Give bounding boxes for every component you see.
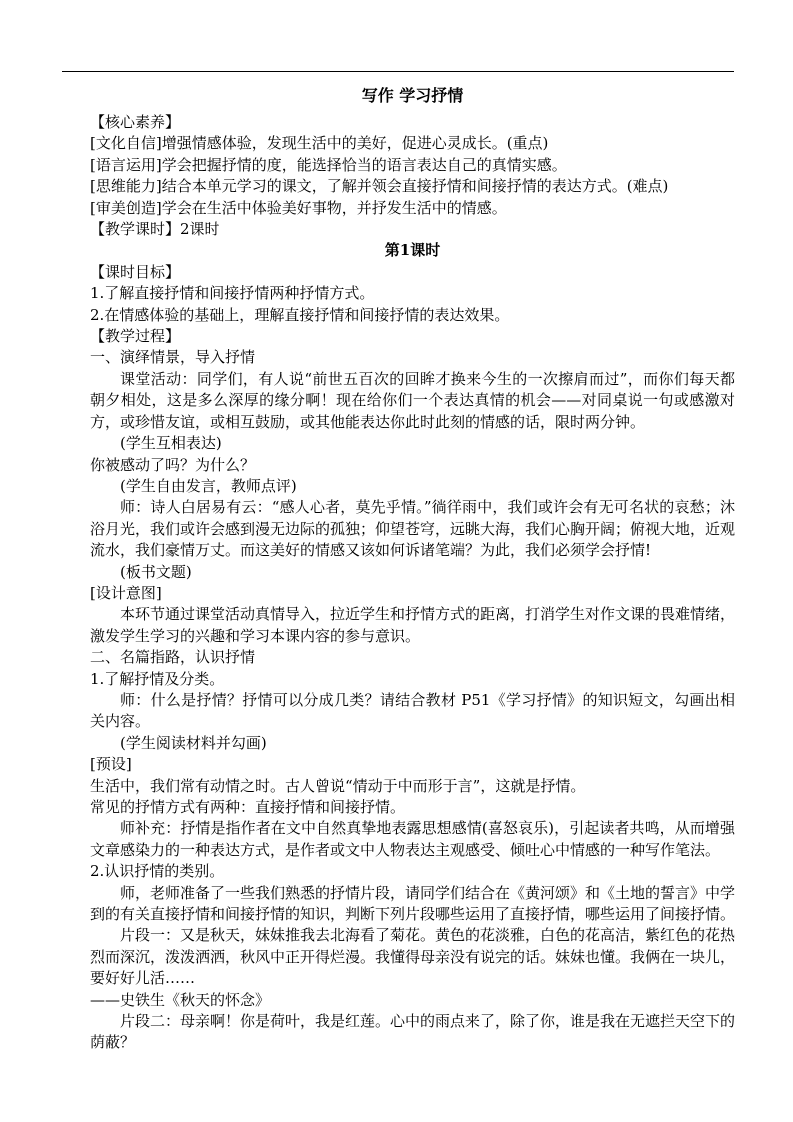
core-item-thinking: [思维能力]结合本单元学习的课文，了解并领会直接抒情和间接抒情的表达方式。(难点) <box>90 177 669 196</box>
lesson1-heading: 第1课时 <box>384 241 441 260</box>
core-item-aesthetic: [审美创造]学会在生活中体验美好事物，并抒发生活中的情感。 <box>90 198 507 217</box>
note-students-express: (学生互相表达) <box>120 434 222 453</box>
goal-item-2: 2.在情感体验的基础上，理解直接抒情和间接抒情的表达效果。 <box>90 305 510 324</box>
goals-heading: 【课时目标】 <box>90 262 181 281</box>
question-moved: 你被感动了吗？为什么？ <box>90 455 256 474</box>
preset-text-1: 生活中，我们常有动情之时。古人曾说“情动于中而形于言”，这就是抒情。 <box>90 776 586 795</box>
core-item-culture: [文化自信]增强情感体验，发现生活中的美好，促进心灵成长。(重点) <box>90 134 549 153</box>
sub-item-2: 2.认识抒情的类别。 <box>90 862 225 881</box>
note-board-title: (板书文题) <box>120 562 192 581</box>
teacher-quote-4: 师，老师准备了一些我们熟悉的抒情片段，请同学们结合在《黄河颂》和《土地的誓言》中学到的有关直接抒情和间接抒情的知识，判断下列片段哪些运用了直接抒情，哪些运用了间接抒情。 <box>90 883 736 924</box>
core-item-language: [语言运用]学会把握抒情的度，能选择恰当的语言表达自己的真情实感。 <box>90 155 567 174</box>
core-heading: 【核心素养】 <box>90 113 181 131</box>
document-body <box>90 82 735 1054</box>
process-heading: 【教学过程】 <box>90 327 181 346</box>
fragment-2: 片段二：母亲啊！你是荷叶，我是红莲。心中的雨点来了，除了你，谁是我在无遮拦天空下的荫蔽？ <box>90 1012 736 1052</box>
goal-item-1: 1.了解直接抒情和间接抒情两种抒情方式。 <box>90 284 375 303</box>
fragment-1-source: ——史铁生《秋天的怀念》 <box>90 990 271 1009</box>
preset-heading: [预设] <box>90 755 132 774</box>
teacher-quote-1: 师：诗人白居易有云：“感人心者，莫先乎情。”徜徉雨中，我们或许会有无可名状的哀愁；沐浴月光，我们或许会感到漫无边际的孤独；仰望苍穹，远眺大海，我们心胸开阔；俯视大地，近观流水，我们豪情万丈。而这美好的情感又该如何诉诸笔端？为此，我们必须学会抒情! <box>90 498 736 560</box>
design-text: 本环节通过课堂活动真情导入，拉近学生和抒情方式的距离，打消学生对作文课的畏难情绪，激发学生学习的兴趣和学习本课内容的参与意识。 <box>90 605 736 645</box>
section-2-heading: 二、名篇指路，认识抒情 <box>90 648 256 667</box>
note-students-speak: (学生自由发言，教师点评) <box>120 476 297 495</box>
note-students-read: (学生阅读材料并勾画) <box>120 733 267 752</box>
preset-text-2: 常见的抒情方式有两种：直接抒情和间接抒情。 <box>90 798 406 816</box>
page-title: 写作 学习抒情 <box>361 86 464 105</box>
fragment-1: 片段一：又是秋天，妹妹推我去北海看了菊花。黄色的花淡雅，白色的花高洁，紫红色的花热烈而深沉，泼泼洒洒，秋风中正开得烂漫。我懂得母亲没有说完的话。妹妹也懂。我俩在一块儿，要好好儿活…… <box>90 926 736 988</box>
class-activity: 课堂活动：同学们，有人说“前世五百次的回眸才换来今生的一次擦肩而过”，而你们每天都朝夕相处，这是多么深厚的缘分啊！现在给你们一个表达真情的机会——对同桌说一句或感激对方，或珍惜友谊，或相互鼓励，或其他能表达你此时此刻的情感的话，限时两分钟。 <box>90 369 735 431</box>
header-rule <box>62 71 734 72</box>
teacher-quote-2: 师：什么是抒情？抒情可以分成几类？请结合教材 P51《学习抒情》的知识短文，勾画出相关内容。 <box>90 690 735 731</box>
sub-item-1: 1.了解抒情及分类。 <box>90 669 225 688</box>
design-heading: [设计意图] <box>90 583 162 602</box>
teacher-supplement: 师补充：抒情是指作者在文中自然真挚地表露思想感情(喜怒哀乐)，引起读者共鸣，从而增强文章感染力的一种表达方式，是作者或文中人物表达主观感受、倾吐心中情感的一种写作笔法。 <box>90 819 735 859</box>
section-1-heading: 一、演绎情景，导入抒情 <box>90 348 256 367</box>
class-hours: 【教学课时】2课时 <box>90 220 220 239</box>
